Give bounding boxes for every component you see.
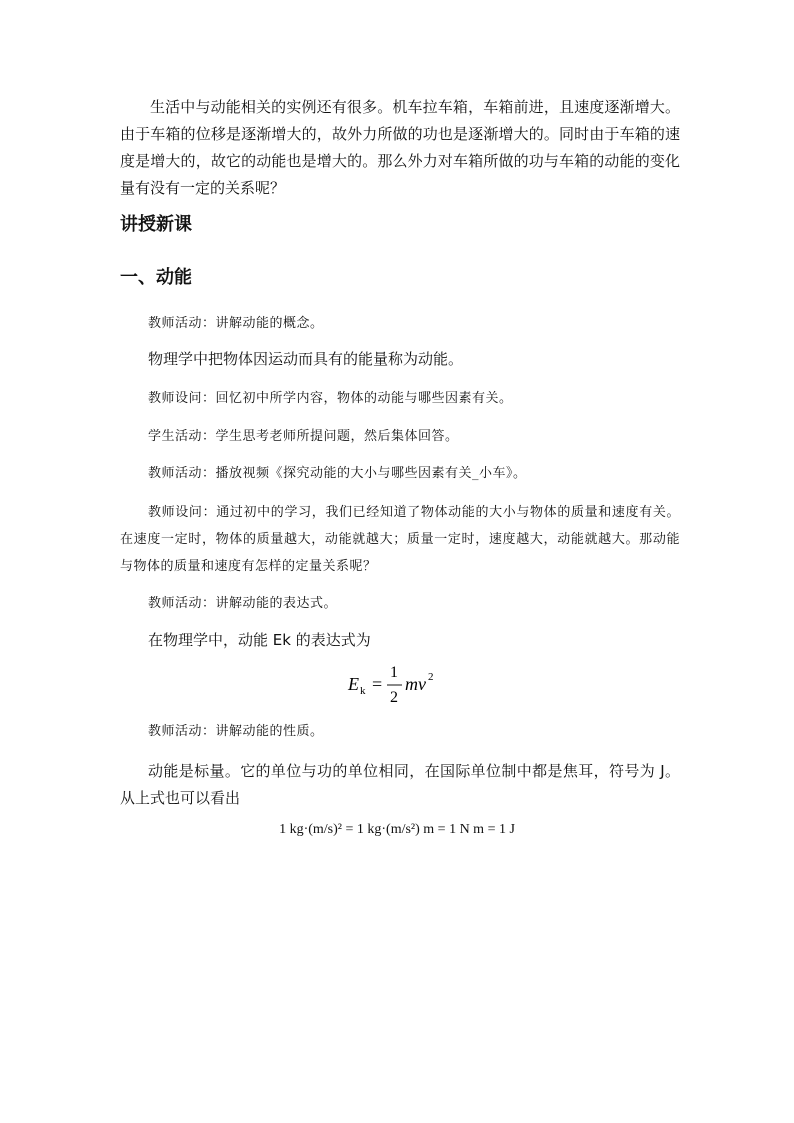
teacher-activity-concept: 教师活动：讲解动能的概念。 [148, 316, 324, 331]
formula-numerator: 1 [390, 664, 398, 681]
teacher-question-factors: 教师设问：回忆初中所学内容，物体的动能与哪些因素有关。 [148, 391, 513, 406]
expression-intro: 在物理学中，动能 Ek 的表达式为 [148, 631, 371, 649]
properties-paragraph: 动能是标量。它的单位与功的单位相同，在国际单位制中都是焦耳，符号为 J。从上式也可以看出 [120, 762, 680, 807]
formula-mv: mv [405, 674, 426, 694]
definition-paragraph: 物理学中把物体因运动而具有的能量称为动能。 [148, 350, 464, 368]
intro-paragraph: 生活中与动能相关的实例还有很多。机车拉车箱，车箱前进，且速度逐渐增大。由于车箱的位移是逐渐增大的，故外力所做的功也是逐渐增大的。同时由于车箱的速度是增大的，故它的动能也是增大的。那么外力对车箱所做的功与车箱的动能的变化量有没有一定的关系呢？ [120, 98, 680, 197]
teacher-activity-video: 教师活动：播放视频《探究动能的大小与哪些因素有关_小车》。 [148, 466, 527, 481]
teacher-activity-expression: 教师活动：讲解动能的表达式。 [148, 596, 338, 611]
student-activity: 学生活动：学生思考老师所提问题，然后集体回答。 [148, 429, 459, 444]
heading-new-lesson: 讲授新课 [120, 214, 192, 235]
formula-svg [342, 660, 452, 710]
formula-e: E [348, 674, 359, 694]
teacher-question-quantitative: 教师设问：通过初中的学习，我们已经知道了物体动能的大小与物体的质量和速度有关。在速度一定时，物体的质量越大，动能就越大；质量一定时，速度越大，动能就越大。那动能与物体的质量和速度有怎样的定量关系呢？ [120, 505, 680, 574]
teacher-activity-properties: 教师活动：讲解动能的性质。 [148, 724, 324, 739]
formula-sup-2: 2 [428, 671, 434, 683]
unit-equation: 1 kg·(m/s)² = 1 kg·(m/s²) m = 1 N m = 1 J [279, 822, 515, 837]
kinetic-energy-formula [0, 660, 794, 710]
formula-equals: = [372, 674, 383, 694]
formula-sub-k: k [360, 685, 366, 697]
formula-denominator: 2 [390, 689, 398, 706]
heading-kinetic-energy: 一、动能 [120, 267, 192, 288]
